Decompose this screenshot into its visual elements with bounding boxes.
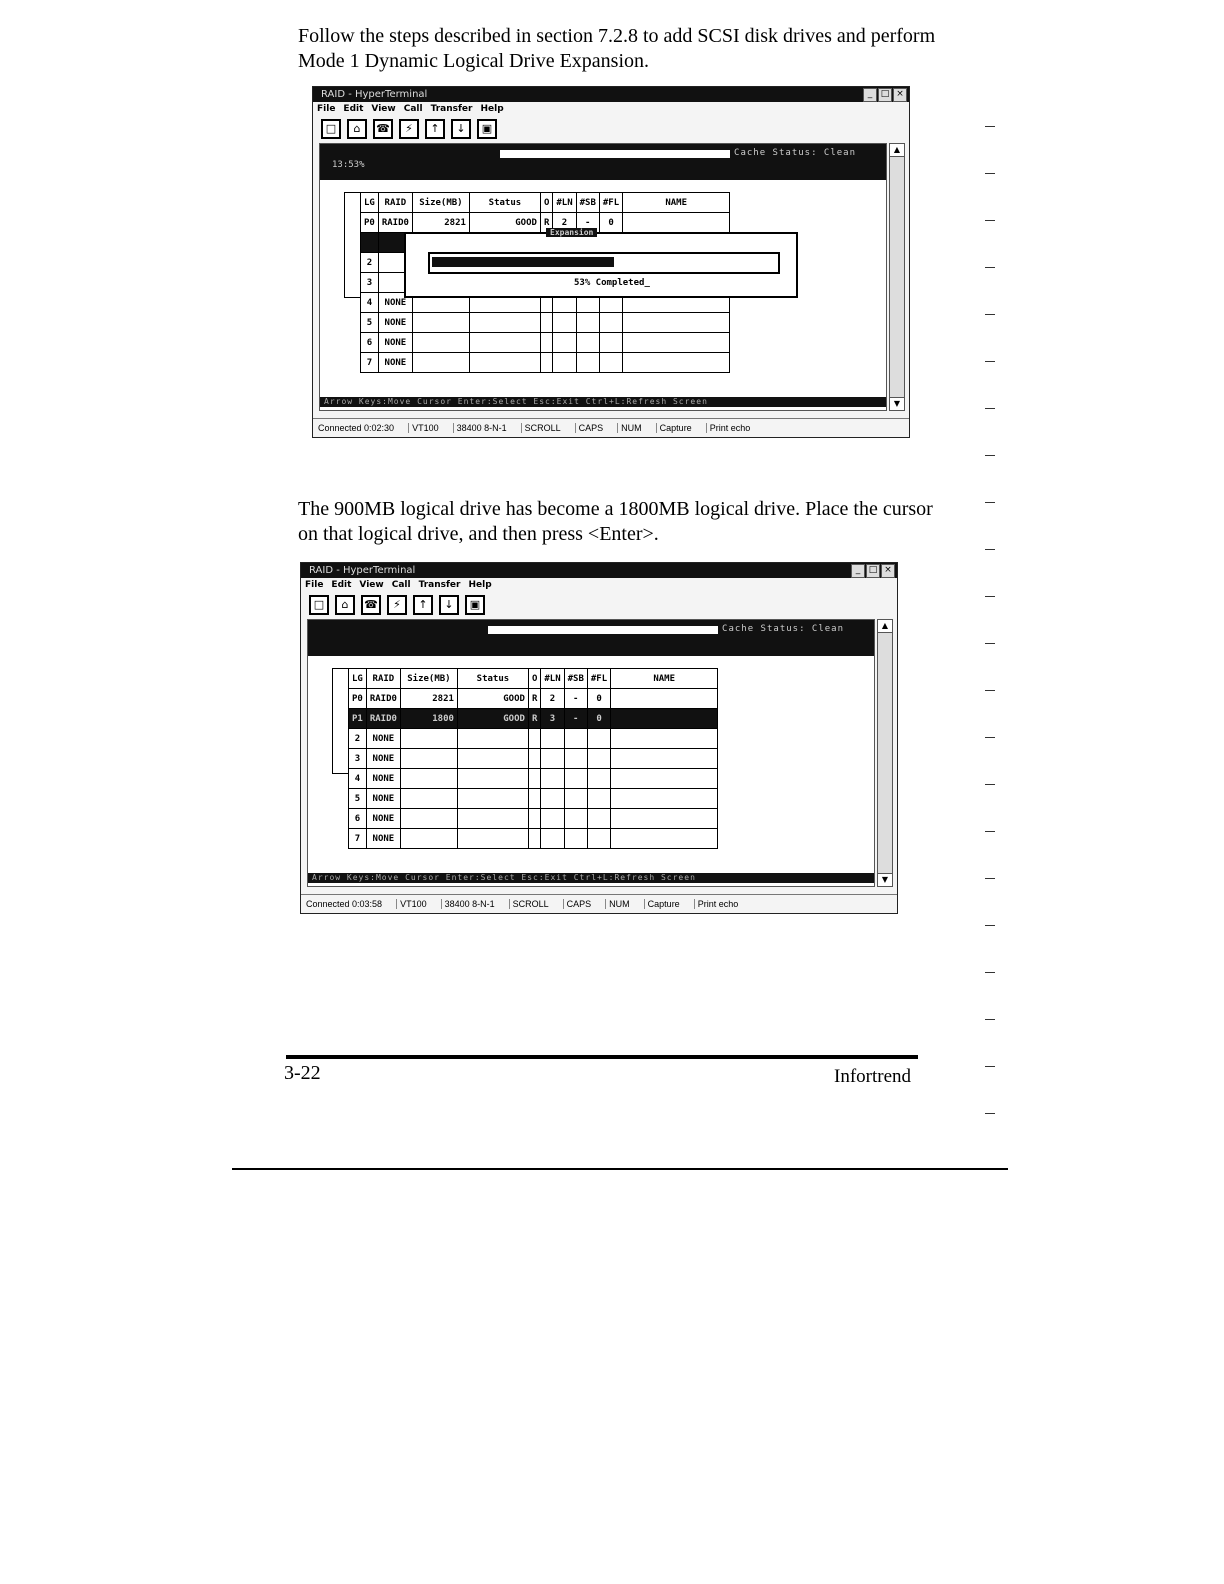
bottom-rule (232, 1168, 1008, 1170)
header-progress-bar (500, 150, 730, 158)
status-caps: CAPS (563, 899, 592, 909)
table-row-selected[interactable]: P1 RAID0 1800 GOOD R 3 - 0 (349, 709, 718, 729)
status-num: NUM (605, 899, 630, 909)
toolbar (309, 595, 485, 615)
intro-paragraph: Follow the steps described in section 7.2.8 to add SCSI disk drives and perform Mode 1 Dynamic Logical Drive Expansion. (298, 25, 936, 72)
header-lg: LG (349, 669, 367, 689)
terminal-header (308, 620, 874, 656)
status-baud: 38400 8-N-1 (441, 899, 495, 909)
margin-dash (985, 972, 995, 973)
properties-icon[interactable]: ▣ (477, 119, 497, 139)
phone-icon[interactable]: ☎ (373, 119, 393, 139)
status-print-echo: Print echo (706, 423, 751, 433)
header-sb: #SB (564, 669, 587, 689)
header-o: O (540, 193, 552, 213)
table-row[interactable]: 2 (361, 253, 730, 273)
status-print-echo: Print echo (694, 899, 739, 909)
close-button[interactable]: × (881, 564, 895, 578)
header-ln: #LN (541, 669, 564, 689)
margin-dash (985, 455, 995, 456)
scrollbar[interactable] (877, 619, 893, 887)
new-icon[interactable]: □ (321, 119, 341, 139)
expansion-progress-bar (428, 252, 780, 274)
scrollbar[interactable] (889, 143, 905, 411)
menu-call[interactable]: Call (391, 580, 411, 590)
header-raid: RAID (366, 669, 400, 689)
table-row[interactable]: P0 RAID0 2821 GOOD R 2 - 0 (361, 213, 730, 233)
menu-transfer[interactable]: Transfer (418, 580, 461, 590)
header-size: Size(MB) (400, 669, 457, 689)
menu-file[interactable]: File (305, 580, 324, 590)
status-capture: Capture (656, 423, 692, 433)
header-fl: #FL (587, 669, 610, 689)
window-title: RAID - HyperTerminal (301, 563, 897, 578)
status-emulation: VT100 (396, 899, 427, 909)
open-icon[interactable]: ⌂ (335, 595, 355, 615)
send-icon[interactable]: ↑ (425, 119, 445, 139)
hyperterminal-window-result (300, 562, 898, 914)
status-bar (301, 894, 897, 913)
logical-drive-table (348, 668, 718, 849)
key-help-bar: Arrow Keys:Move Cursor Enter:Select Esc:Exit Ctrl+L:Refresh Screen (308, 873, 874, 883)
middle-paragraph: The 900MB logical drive has become a 1800MB logical drive. Place the cursor on that logical drive, and then press <Enter>. (298, 498, 933, 545)
menu-help[interactable]: Help (480, 104, 504, 114)
table-row[interactable]: 7 NONE (349, 829, 718, 849)
margin-dash (985, 126, 995, 127)
send-icon[interactable]: ↑ (413, 595, 433, 615)
scroll-up-icon[interactable]: ▲ (878, 620, 892, 633)
key-help-bar: Arrow Keys:Move Cursor Enter:Select Esc:Exit Ctrl+L:Refresh Screen (320, 397, 886, 407)
margin-dash (985, 502, 995, 503)
properties-icon[interactable]: ▣ (465, 595, 485, 615)
status-scroll: SCROLL (509, 899, 549, 909)
table-row[interactable]: 7 NONE (361, 353, 730, 373)
margin-dash (985, 220, 995, 221)
margin-dash (985, 361, 995, 362)
cache-status: Cache Status: Clean (734, 148, 856, 158)
terminal-header (320, 144, 886, 180)
maximize-button[interactable]: □ (866, 564, 880, 578)
header-status: Status (469, 193, 540, 213)
window-title: RAID - HyperTerminal (313, 87, 909, 102)
scroll-up-icon[interactable]: ▲ (890, 144, 904, 157)
margin-dash (985, 737, 995, 738)
terminal-time-label: 13:53% (332, 160, 365, 170)
menu-view[interactable]: View (371, 104, 396, 114)
table-row[interactable]: P0 RAID0 2821 GOOD R 2 - 0 (349, 689, 718, 709)
receive-icon[interactable]: ↓ (439, 595, 459, 615)
table-row[interactable]: 3 (361, 273, 730, 293)
header-sb: #SB (576, 193, 599, 213)
status-connected: Connected 0:03:58 (306, 899, 383, 909)
status-bar (313, 418, 909, 437)
margin-dash (985, 596, 995, 597)
status-emulation: VT100 (408, 423, 439, 433)
progress-text: 53% Completed_ (574, 278, 650, 288)
header-ln: #LN (553, 193, 576, 213)
page-number: 3-22 (284, 1062, 321, 1084)
hyperterminal-window-expansion (312, 86, 910, 438)
menu-edit[interactable]: Edit (331, 580, 352, 590)
terminal-area[interactable] (307, 619, 875, 887)
margin-dash (985, 314, 995, 315)
minimize-button[interactable]: _ (863, 88, 877, 102)
maximize-button[interactable]: □ (878, 88, 892, 102)
open-icon[interactable]: ⌂ (347, 119, 367, 139)
footer-brand: Infortrend (834, 1066, 912, 1087)
status-num: NUM (617, 423, 642, 433)
status-capture: Capture (644, 899, 680, 909)
disconnect-icon[interactable]: ⚡ (387, 595, 407, 615)
terminal-area[interactable] (319, 143, 887, 411)
dialog-title: Expansion (546, 228, 597, 237)
minimize-button[interactable]: _ (851, 564, 865, 578)
margin-dash (985, 549, 995, 550)
footer-rule (286, 1055, 918, 1059)
scroll-down-icon[interactable]: ▼ (878, 873, 892, 886)
status-baud: 38400 8-N-1 (453, 423, 507, 433)
header-lg: LG (361, 193, 379, 213)
header-name: NAME (623, 193, 730, 213)
receive-icon[interactable]: ↓ (451, 119, 471, 139)
margin-dash (985, 1066, 995, 1067)
table-row[interactable]: 6 NONE (361, 333, 730, 353)
margin-dash (985, 267, 995, 268)
table-row[interactable]: 4 NONE (361, 293, 730, 313)
close-button[interactable]: × (893, 88, 907, 102)
menu-edit[interactable]: Edit (343, 104, 364, 114)
margin-dash (985, 831, 995, 832)
status-scroll: SCROLL (521, 423, 561, 433)
table-row[interactable]: 5 NONE (361, 313, 730, 333)
margin-dash (985, 408, 995, 409)
scroll-down-icon[interactable]: ▼ (890, 397, 904, 410)
margin-dash (985, 925, 995, 926)
header-name: NAME (611, 669, 718, 689)
margin-dash (985, 1113, 995, 1114)
margin-dash (985, 1019, 995, 1020)
header-raid: RAID (378, 193, 412, 213)
table-row[interactable]: 5 NONE (349, 789, 718, 809)
menu-view[interactable]: View (359, 580, 384, 590)
cache-status: Cache Status: Clean (722, 624, 844, 634)
header-progress-bar (488, 626, 718, 634)
progress-fill (432, 257, 614, 267)
status-connected: Connected 0:02:30 (318, 423, 395, 433)
header-size: Size(MB) (412, 193, 469, 213)
header-o: O (528, 669, 540, 689)
table-row[interactable]: 3 NONE (349, 749, 718, 769)
margin-dash (985, 690, 995, 691)
expansion-progress-dialog (404, 228, 798, 298)
table-row[interactable]: 6 NONE (349, 809, 718, 829)
disconnect-icon[interactable]: ⚡ (399, 119, 419, 139)
margin-dash (985, 173, 995, 174)
header-fl: #FL (599, 193, 622, 213)
menu-call[interactable]: Call (403, 104, 423, 114)
toolbar (321, 119, 497, 139)
margin-dash (985, 784, 995, 785)
menu-bar (317, 104, 504, 114)
menu-help[interactable]: Help (468, 580, 492, 590)
margin-dash (985, 643, 995, 644)
header-status: Status (457, 669, 528, 689)
table-row[interactable]: 4 NONE (349, 769, 718, 789)
menu-transfer[interactable]: Transfer (430, 104, 473, 114)
table-row[interactable]: 2 NONE (349, 729, 718, 749)
menu-file[interactable]: File (317, 104, 336, 114)
new-icon[interactable]: □ (309, 595, 329, 615)
status-caps: CAPS (575, 423, 604, 433)
margin-dash (985, 878, 995, 879)
menu-bar (305, 580, 492, 590)
phone-icon[interactable]: ☎ (361, 595, 381, 615)
